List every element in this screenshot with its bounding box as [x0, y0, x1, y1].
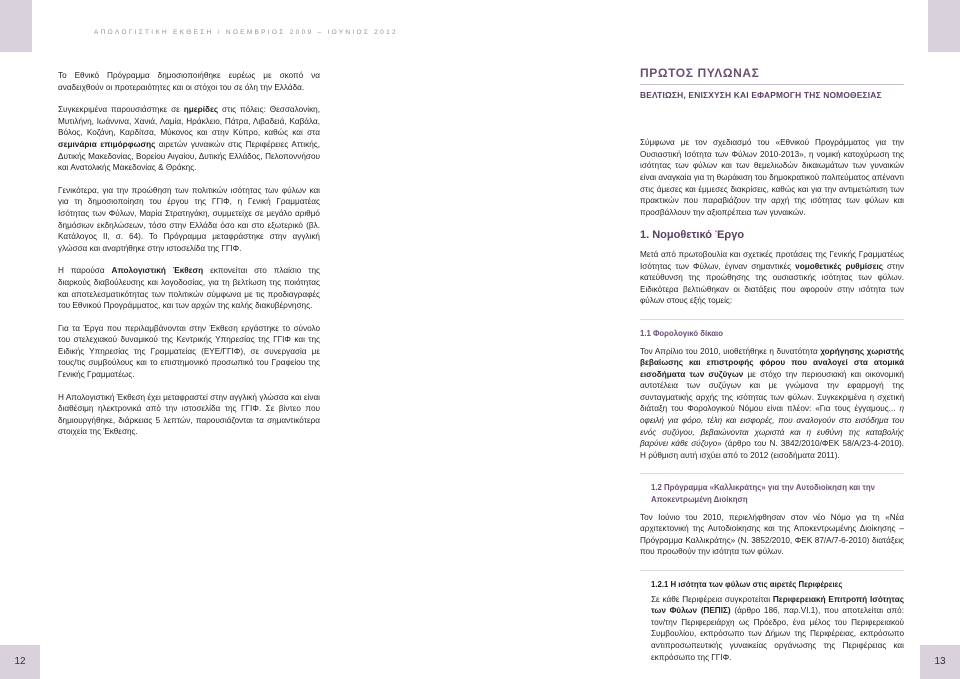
paragraph: Το Εθνικό Πρόγραμμα δημοσιοποιήθηκε ευρέως με σκοπό να αναδειχθούν οι προτεραιότητες και οι στόχοι του σε όλη την Ελλάδα.	[58, 71, 320, 92]
divider	[640, 473, 904, 474]
heading-regional-equality: 1.2.1 Η ισότητα των φύλων στις αιρετές Περιφέρειες	[651, 580, 843, 589]
paragraph: Η παρούσα Απολογιστική Έκθεση εκπονείται στο πλαίσιο της διαρκούς διαβούλευσης και λογοδοσίας, για τη βελτίωση της ποιότητας και αποτελεσματικότητας των πολιτικών σύμφωνα με τις προδιαγραφές του Εθνικού Προγράμματος, και των αρχών της καλής διακυβέρνησης.	[58, 266, 320, 311]
paragraph: Συγκεκριμένα παρουσιάστηκε σε ημερίδες στις πόλεις: Θεσσαλονίκη, Μυτιλήνη, Ιωάννινα, Χανιά, Λαμία, Ηράκλειο, Πάτρα, Λιβαδειά, Καβάλα, Βόλος, Κοζάνη, Καρδίτσα, Μύκονος και στην Κύπρο, καθώς και στα σεμινάρια επιμόρφωσης αιρετών γυναικών στις Περιφέρειες Αττικής, Δυτικής Μακεδονίας, Βορείου Αιγαίου, Δυτικής Ελλάδος, Πελοποννήσου και Ανατολικής Μακεδονίας & Θράκης.	[58, 105, 320, 173]
paragraph: Γενικότερα, για την προώθηση των πολιτικών ισότητας των φύλων και για τη δημοσιοποίηση του έργου της ΓΓΙΦ, η Γενική Γραμματέας Ισότητας των Φύλων, Μαρία Στρατηγάκη, συμμετείχε σε μεγάλο αριθμό δημόσιων εκδηλώσεων, τόσο στην Ελλάδα όσο και στο εξωτερικό (βλ. Κατάλογος ΙΙ, σ. 64). Το Πρόγραμμα μεταφράστηκε στην αγγλική γλώσσα και αναρτήθηκε στην ιστοσελίδα της ΓΓΙΦ.	[58, 185, 320, 253]
page-number-right: 13	[920, 645, 960, 679]
paragraph: Τον Απρίλιο του 2010, υιοθετήθηκε η δυνατότητα χορήγησης χωριστής βεβαίωσης και επιστροφής φόρου που αναλογεί στα ατομικά εισοδήματα των συζύγων με στόχο την περιουσιακή και οικονομική αυτοτέλεια των συζύγων και με γνώμονα την εφαρμογή της συνταγματικής αρχής της ισότητας των φύλων. Συγκεκριμένα η σχετική διάταξη του Φορολογικού Νόμου είναι πλέον: «Για τους έγγαμους... η οφειλή για φόρο, τέλη και εισφορές, που αναλογούν στο εισόδημα του ενός συζύγου, βεβαιώνονται χωριστά και η ευθύνη της καταβολής βαρύνει κάθε σύζυγο» (άρθρο του Ν. 3842/2010/ΦΕΚ 58/Α/23-4-2010). Η ρύθμιση αυτή ισχύει από το 2012 (εισοδήματα 2011).	[640, 346, 904, 460]
section-subtitle: ΒΕΛΤΙΩΣΗ, ΕΝΙΣΧΥΣΗ ΚΑΙ ΕΦΑΡΜΟΓΗ ΤΗΣ ΝΟΜΟΘΕΣΙΑΣ	[640, 89, 882, 100]
right-column	[640, 68, 904, 675]
paragraph: Μετά από πρωτοβουλία και σχετικές προτάσεις της Γενικής Γραμματέως Ισότητας των Φύλων, έγιναν σημαντικές νομοθετικές ρυθμίσεις στην κατεύθυνση της προώθησης της ουσιαστικής ισότητας των φύλων. Ειδικότερα βελτιώθηκαν οι διατάξεις που αφορούν στην ισότητα των φύλων στους εξής τομείς:	[640, 249, 904, 306]
corner-tab-top-right	[928, 0, 960, 52]
paragraph: Η Απολογιστική Έκθεση έχει μεταφραστεί στην αγγλική γλώσσα και είναι διαθέσιμη ηλεκτρονικά από την ιστοσελίδα της ΓΓΙΦ. Σε βίντεο που δημιουργήθηκε, διάρκειας 5 λεπτών, παρουσιάζονται τα σημαντικότερα στοιχεία της Έκθεσης.	[58, 392, 320, 437]
heading-kallikratis: 1.2 Πρόγραμμα «Καλλικράτης» για την Αυτοδιοίκηση και την Αποκεντρωμένη Διοίκηση	[651, 483, 875, 505]
paragraph: Τον Ιούνιο του 2010, περιελήφθησαν στον νέο Νόμο για τη «Νέα αρχιτεκτονική της Αυτοδιοίκησης και της Αποκεντρωμένης Διοίκησης – Πρόγραμμα Καλλικράτης» (Ν. 3852/2010, ΦΕΚ 87/Α/7-6-2010) διατάξεις που προωθούν την ισότητα των φύλων.	[640, 512, 904, 557]
paragraph: Σύμφωνα με τον σχεδιασμό του «Εθνικού Προγράμματος για την Ουσιαστική Ισότητα των Φύλων 2010-2013», η νομική κατοχύρωση της ισότητας των φύλων και των θεμελιωδών δικαιωμάτων των γυναικών είναι αναγκαία για τη θωράκιση του δημοκρατικού πολιτεύματος απέναντι στις άμεσες και έμμεσες διακρίσεις, καθώς και για την αντιμετώπιση των πρακτικών που παραβιάζουν την αρχή της ισότητας των φύλων και προσβάλλουν την αξιοπρέπεια των γυναικών.	[640, 138, 904, 217]
paragraph: Σε κάθε Περιφέρεια συγκροτείται Περιφερειακή Επιτροπή Ισότητας των Φύλων (ΠΕΠΙΣ) (άρθρο 186, παρ.VI.1), που αποτελείται από: τον/την Περιφερειάρχη ως Πρόεδρο, ένα μέλος του Περιφερειακού Συμβουλίου, εκπρόσωπο των Δήμων της Περιφέρειας, εκπρόσωπο αντιπροσωπευτικής γυναικείας οργάνωσης της Περιφέρειας και εκπρόσωπο της ΓΓΙΦ.	[651, 594, 904, 662]
corner-tab-top-left	[0, 0, 32, 52]
paragraph: Για τα Έργα που περιλαμβάνονται στην Έκθεση εργάστηκε το σύνολο του στελεχιακού δυναμικού της Κεντρικής Υπηρεσίας της ΓΓΙΦ και της Ειδικής Υπηρεσίας της Γραμματείας (ΕΥΕ/ΓΓΙΦ), σε συνεργασία με τους/τις συμβούλους και το επιστημονικό προσωπικό του Γραφείου της Γενικής Γραμματέως.	[58, 323, 320, 380]
heading-tax-law: 1.1 Φορολογικό δίκαιο	[640, 328, 723, 338]
divider	[640, 319, 904, 320]
left-column	[58, 70, 320, 449]
section-title: ΠΡΩΤΟΣ ΠΥΛΩΝΑΣ	[640, 68, 904, 85]
divider	[640, 570, 904, 571]
page-number-left: 12	[0, 645, 40, 679]
heading-legislative-work: 1. Νομοθετικό Έργο	[640, 229, 745, 242]
running-header: ΑΠΟΛΟΓΙΣΤΙΚΗ ΕΚΘΕΣΗ / ΝΟΕΜΒΡΙΟΣ 2009 – ΙΟΥΝΙΟΣ 2012	[94, 29, 398, 36]
